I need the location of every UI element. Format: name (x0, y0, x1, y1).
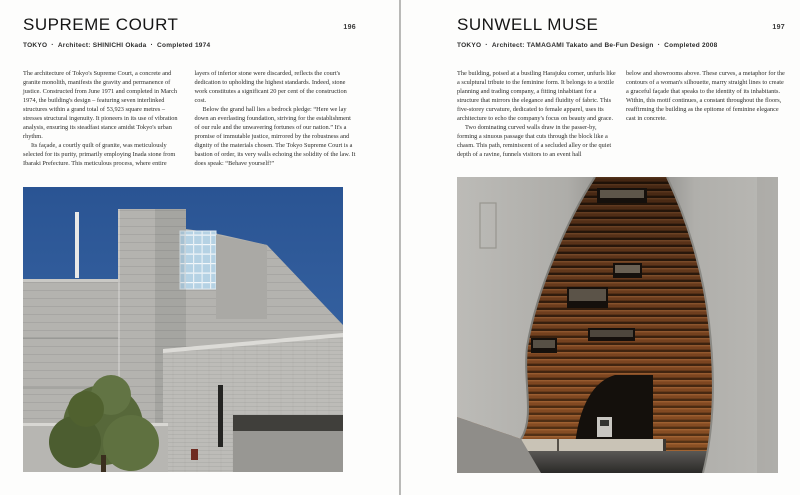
dot-separator: · (657, 42, 661, 49)
paragraph: below and showrooms above. These curves, a metaphor for the contours of a woman's silhouette, marry straight lines to create a graceful façade that speaks to the identity of its inhabitants. Within, this motif continues, a constant throughout the floors, reaffirming the building as the epitome of feminine elegance cast in concrete. (626, 70, 785, 122)
paragraph: The building, poised at a bustling Harajuku corner, unfurls like a sculptural tribute to the feminine form. It belongs to a textile planning and trading company, a fitting inhabitant for a structure that mirrors the elegance and fluidity of fabric. This five-storey curvature, dedicated to female apparel, uses its architecture to echo the company's focus on beauty and grace. (457, 70, 616, 122)
body-text (457, 69, 785, 159)
sunwell-muse-photo (457, 177, 778, 473)
meta-location: TOKYO (457, 42, 482, 49)
page-number: 196 (343, 24, 356, 31)
supreme-court-photo (23, 187, 343, 472)
sunwell-muse-photo-art (457, 177, 778, 473)
supreme-court-photo-art (23, 187, 343, 472)
text-column-2 (195, 69, 357, 168)
meta-architect: Architect: TAMAGAMI Takato and Be-Fun Design (491, 42, 654, 49)
page-number: 197 (772, 24, 785, 31)
page-header-right (457, 16, 785, 34)
paragraph: Two dominating curved walls draw in the passer-by, forming a sinuous passage that cuts through the block like a chasm. This path, reminiscent of a secluded alley or the quiet depth of a ravine, funnels visitors to an event hall (457, 124, 612, 158)
paragraph: layers of inferior stone were discarded, reflects the court's dedication to upholding the highest standards. Indeed, stone work constitutes a significant 20 per cent of the construction cost. (194, 70, 347, 104)
body-text (23, 69, 356, 168)
page-header-left (23, 16, 356, 34)
page-right (400, 0, 800, 495)
meta-completed: Completed 1974 (157, 42, 211, 49)
project-meta (23, 42, 356, 49)
dot-separator: · (150, 42, 154, 49)
page-title: SUPREME COURT (23, 15, 179, 34)
meta-architect: Architect: SHINICHI Okada (57, 42, 147, 49)
text-column-1 (457, 69, 616, 159)
text-column-1 (23, 69, 185, 168)
text-column-2 (626, 69, 785, 159)
page-fold (399, 0, 401, 495)
paragraph: Its façade, a courtly quilt of granite, was meticulously selected for its purity, primarily employing Inada stone from Ibaraki Prefecture. This meticulous process, where entire (23, 142, 176, 167)
meta-location: TOKYO (23, 42, 48, 49)
page-title: SUNWELL MUSE (457, 15, 599, 34)
dot-separator: · (51, 42, 54, 49)
project-meta (457, 42, 785, 49)
paragraph: The architecture of Tokyo's Supreme Court, a concrete and granite monolith, manifests the gravity and permanence of justice. Constructed from June 1971 and completed in March 1974, the building's design – featuring seven interlinked structures within a grand total of 53,923 square metres – stresses structural ingenuity. It pioneers in its use of vibration analysis, ensuring its steadfast stance amidst Tokyo's urban rhythm. (23, 70, 178, 140)
meta-completed: Completed 2008 (664, 42, 718, 49)
paragraph: Below the grand hall lies a bedrock pledge: “Here we lay down an everlasting foundation, striving for the establishment of our rule and the unwavering fortunes of our nation.” It's a promise of immutable justice, mirrored by the robustness and dignity of the materials chosen. The Tokyo Supreme Court is a bastion of order, its very walls echoing the solidity of the law. It does speak: “Behave yourself!” (194, 106, 356, 167)
dot-separator: · (485, 42, 488, 49)
